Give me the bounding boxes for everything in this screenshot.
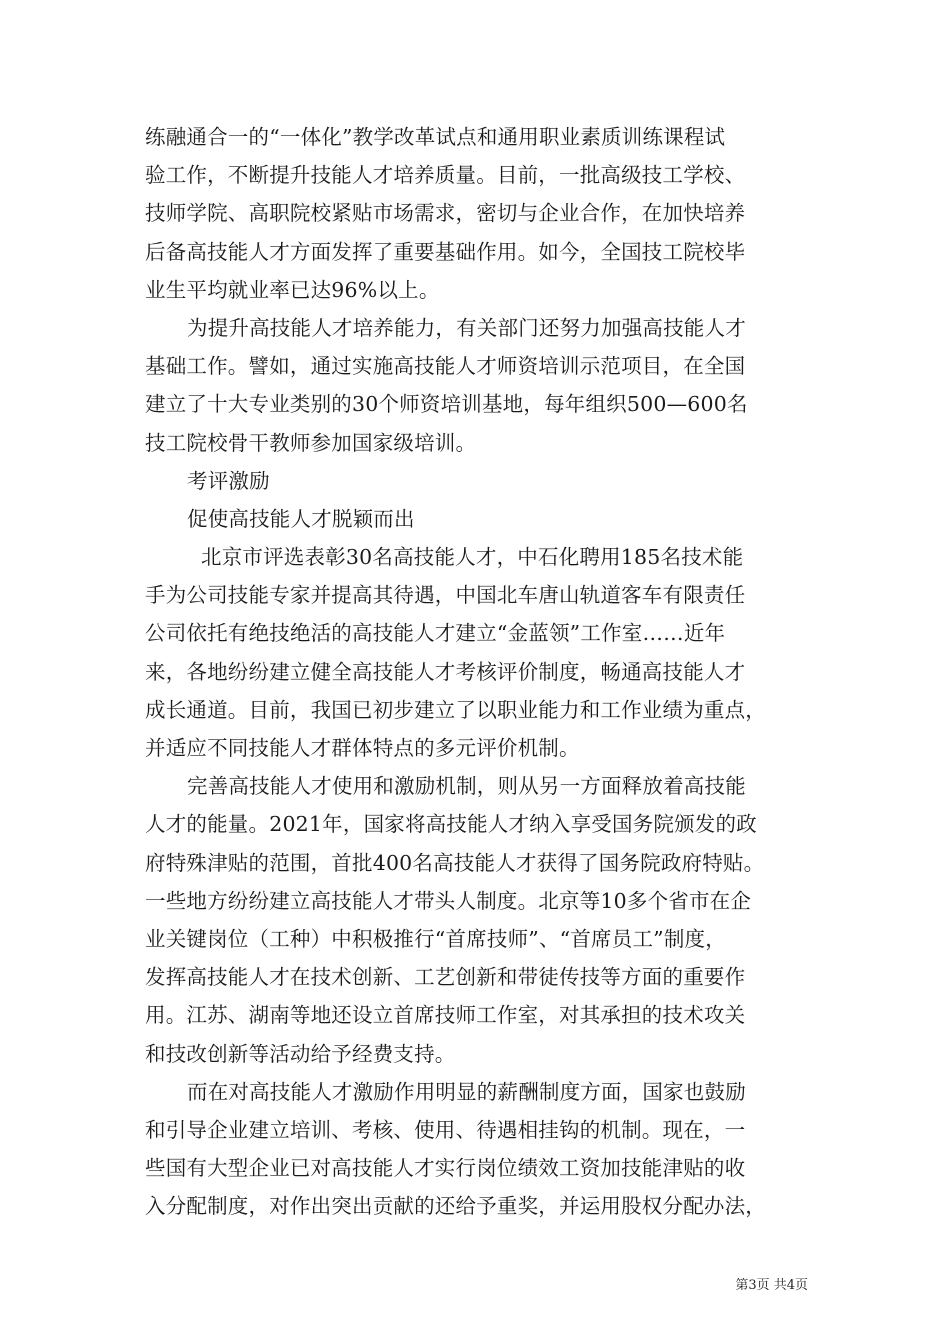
text-line: 技师学院、高职院校紧贴市场需求，密切与企业合作，在加快培养 xyxy=(145,201,746,226)
text-line: 公司依托有绝技绝活的高技能人才建立“金蓝领”工作室……近年 xyxy=(145,621,726,646)
text-line: 为提升高技能人才培养能力，有关部门还努力加强高技能人才 xyxy=(187,315,746,340)
text-line: 一些地方纷纷建立高技能人才带头人制度。北京等10多个省市在企 xyxy=(145,888,752,913)
text-line: 建立了十大专业类别的30个师资培训基地，每年组织500—600名 xyxy=(145,392,748,417)
text-line: 用。江苏、湖南等地还设立首席技师工作室，对其承担的技术攻关 xyxy=(145,1003,746,1028)
text-line: 业关键岗位（工种）中积极推行“首席技师”、“首席员工”制度， xyxy=(145,926,726,951)
section-heading: 考评激励 xyxy=(187,468,270,493)
text-line: 府特殊津贴的范围，首批400名高技能人才获得了国务院政府特贴。 xyxy=(145,850,765,875)
text-line: 后备高技能人才方面发挥了重要基础作用。如今，全国技工院校毕 xyxy=(145,239,746,264)
document-body xyxy=(145,118,815,1225)
text-line: 技工院校骨干教师参加国家级培训。 xyxy=(145,430,477,455)
text-line: 和技改创新等活动给予经费支持。 xyxy=(145,1041,456,1066)
text-line: 和引导企业建立培训、考核、使用、待遇相挂钩的机制。现在，一 xyxy=(145,1117,746,1142)
text-line: 完善高技能人才使用和激励机制，则从另一方面释放着高技能 xyxy=(187,774,746,799)
text-line: 练融通合一的“一体化”教学改革试点和通用职业素质训练课程试 xyxy=(145,125,726,149)
text-line: 业生平均就业率已达96%以上。 xyxy=(145,277,440,302)
text-line: 而在对高技能人才激励作用明显的薪酬制度方面，国家也鼓励 xyxy=(187,1079,746,1104)
text-line: 验工作，不断提升技能人才培养质量。目前，一批高级技工学校、 xyxy=(145,163,746,188)
text-line: 来，各地纷纷建立健全高技能人才考核评价制度，畅通高技能人才 xyxy=(145,659,746,684)
text-line: 人才的能量。2021年，国家将高技能人才纳入享受国务院颁发的政 xyxy=(145,812,757,837)
text-line: 成长通道。目前，我国已初步建立了以职业能力和工作业绩为重点， xyxy=(145,697,766,722)
text-line: 北京市评选表彰30名高技能人才，中石化聘用185名技术能 xyxy=(201,545,744,570)
text-line: 些国有大型企业已对高技能人才实行岗位绩效工资加技能津贴的收 xyxy=(145,1156,746,1181)
text-line: 基础工作。譬如，通过实施高技能人才师资培训示范项目，在全国 xyxy=(145,354,746,379)
text-line: 手为公司技能专家并提高其待遇，中国北车唐山轨道客车有限责任 xyxy=(145,583,746,608)
text-line: 发挥高技能人才在技术创新、工艺创新和带徒传技等方面的重要作 xyxy=(145,965,746,990)
text-line: 入分配制度，对作出突出贡献的还给予重奖，并运用股权分配办法， xyxy=(145,1194,766,1219)
page-number: 第3页 共4页 xyxy=(735,1278,808,1293)
section-subheading: 促使高技能人才脱颖而出 xyxy=(187,506,415,531)
text-line: 并适应不同技能人才群体特点的多元评价机制。 xyxy=(145,736,580,760)
